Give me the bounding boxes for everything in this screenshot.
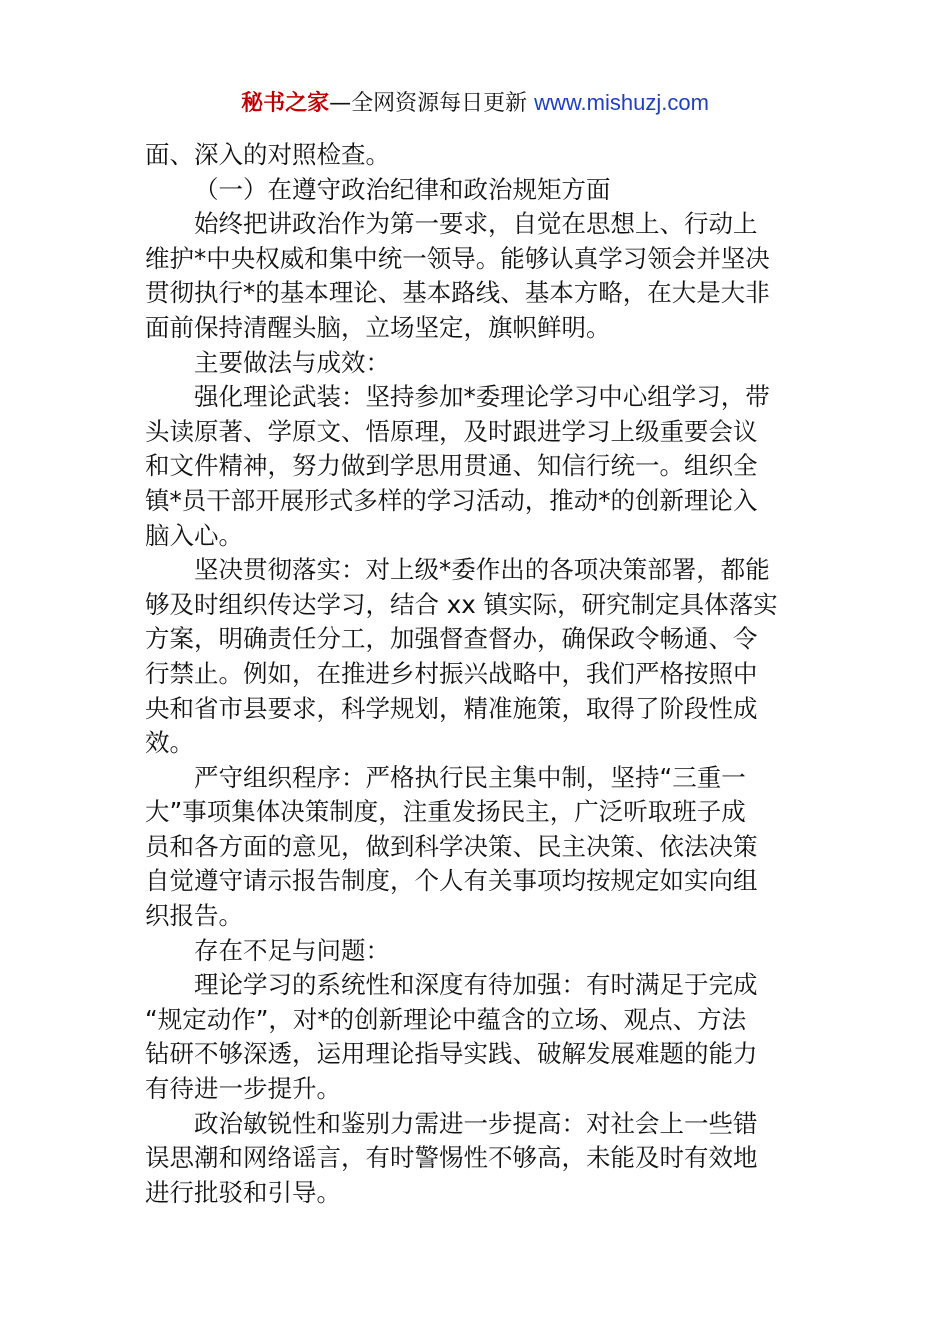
body-text-line: 维护*中央权威和集中统一领导。能够认真学习领会并坚决 [145,243,770,273]
body-text-line: 面、深入的对照检查。 [145,140,390,169]
body-text-line: 理论学习的系统性和深度有待加强：有时满足于完成 [194,970,758,1000]
body-text-line: 主要做法与成效： [194,347,390,377]
body-text-line: 强化理论武装：坚持参加*委理论学习中心组学习，带 [194,382,770,412]
brand-name: 秘书之家 [241,91,330,116]
body-text-line: 误思潮和网络谣言，有时警惕性不够高，未能及时有效地 [145,1143,758,1173]
page-header [0,86,950,121]
body-text-line: 镇*员干部开展形式多样的学习活动，推动*的创新理论入 [145,485,758,515]
body-text-line: 员和各方面的意见，做到科学决策、民主决策、依法决策 [145,831,758,861]
website-link[interactable]: www.mishuzj.com [534,90,709,115]
body-text-line: 严守组织程序：严格执行民主集中制，坚持“三重一 [194,762,746,792]
header-tagline: —全网资源每日更新 [329,91,535,116]
body-text-line: 央和省市县要求，科学规划，精准施策，取得了阶段性成 [145,693,758,723]
body-text-line: 面前保持清醒头脑，立场坚定，旗帜鲜明。 [145,312,611,342]
body-text-line: 自觉遵守请示报告制度，个人有关事项均按规定如实向组 [145,866,758,896]
body-text-line: 行禁止。例如，在推进乡村振兴战略中，我们严格按照中 [145,658,758,688]
document-body [145,138,810,1210]
body-text-line: 脑入心。 [145,520,243,550]
body-text-line: “规定动作”，对*的创新理论中蕴含的立场、观点、方法 [145,1004,747,1034]
body-text-line: （一）在遵守政治纪律和政治规矩方面 [194,174,611,204]
body-text-line: 坚决贯彻落实：对上级*委作出的各项决策部署，都能 [194,555,770,585]
body-text-line: 进行批驳和引导。 [145,1177,341,1207]
body-text-line: 头读原著、学原文、悟原理，及时跟进学习上级重要会议 [145,416,758,446]
body-text-line: 有待进一步提升。 [145,1074,341,1104]
body-text-line: 钻研不够深透，运用理论指导实践、破解发展难题的能力 [145,1039,758,1069]
body-text-line: 存在不足与问题： [194,935,390,965]
body-text-line: 始终把讲政治作为第一要求，自觉在思想上、行动上 [194,209,758,239]
body-text-line: 方案，明确责任分工，加强督查督办，确保政令畅通、令 [145,624,758,654]
body-text-line: 和文件精神，努力做到学思用贯通、知信行统一。组织全 [145,451,758,481]
body-text-line: 织报告。 [145,901,243,931]
body-text-line: 政治敏锐性和鉴别力需进一步提高：对社会上一些错 [194,1108,758,1138]
body-text-line: 贯彻执行*的基本理论、基本路线、基本方略，在大是大非 [145,278,770,308]
body-text-line: 大”事项集体决策制度，注重发扬民主，广泛听取班子成 [145,797,746,827]
body-text-line: 效。 [145,728,194,758]
body-text-line: 够及时组织传达学习，结合 xx 镇实际，研究制定具体落实 [145,589,778,619]
